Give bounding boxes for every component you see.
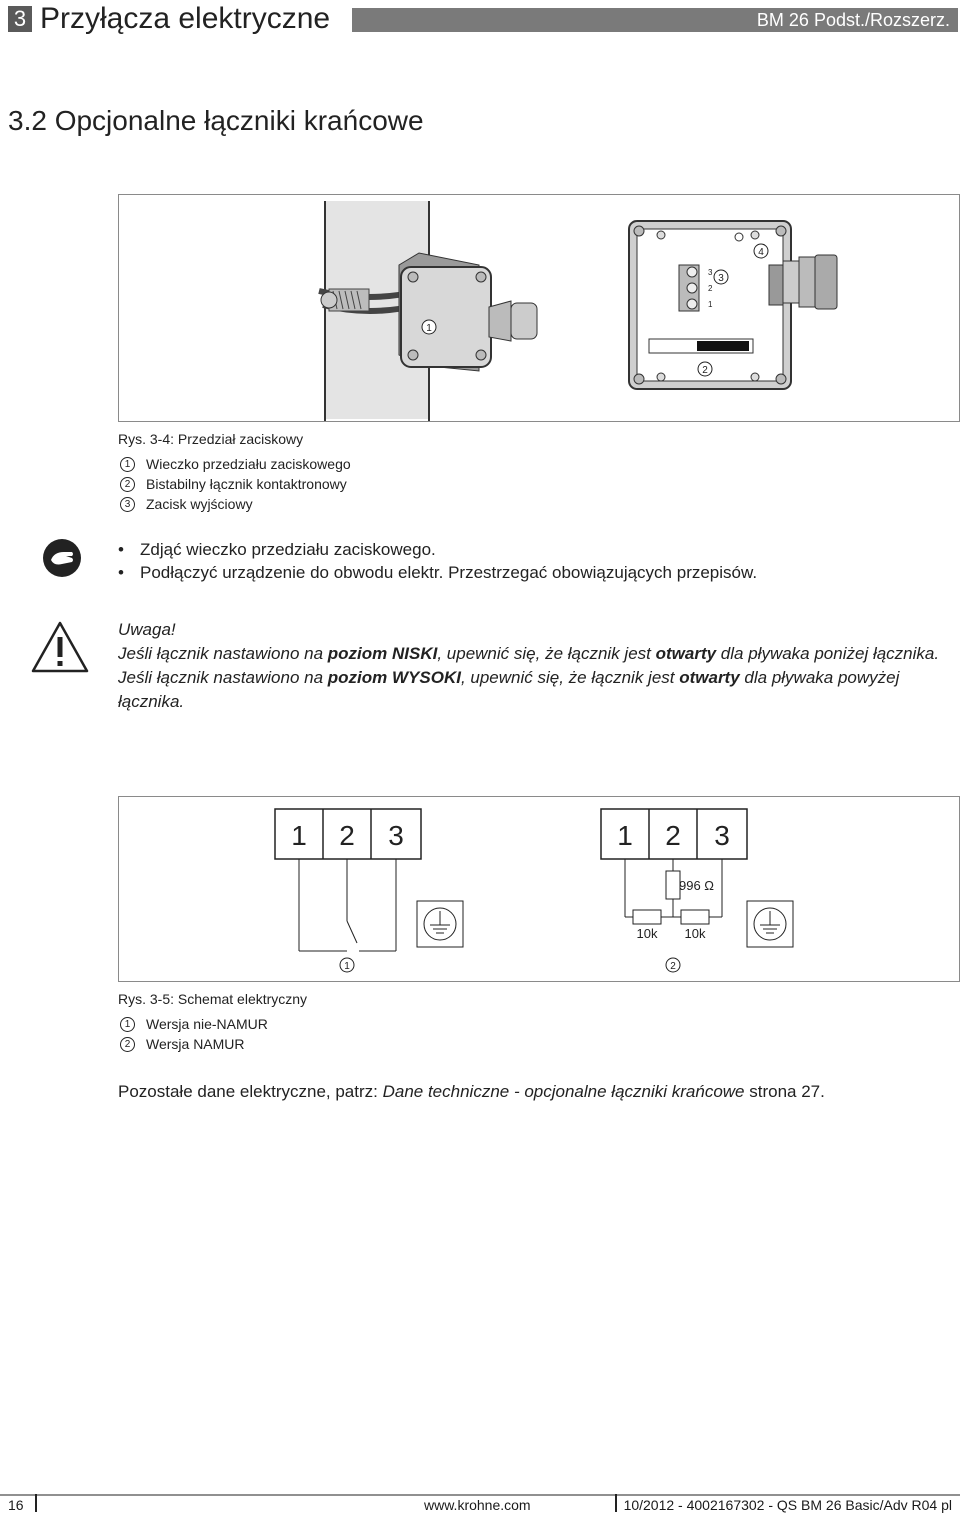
- resistor-10k: [633, 910, 661, 924]
- legend-item: [118, 474, 351, 494]
- legend-item: [118, 494, 351, 514]
- callout-number: 2: [120, 477, 135, 492]
- terminal-label: 1: [617, 820, 633, 851]
- terminal-label: 2: [339, 820, 355, 851]
- hand-icon: [42, 538, 82, 583]
- legend-text: Wersja NAMUR: [146, 1036, 245, 1052]
- svg-text:1: 1: [708, 300, 713, 309]
- instruction-text: Podłączyć urządzenie do obwodu elektr. Przestrzegać obowiązujących przepisów.: [140, 563, 758, 582]
- legend-item: [118, 1014, 268, 1034]
- figure2-caption: Rys. 3-5: Schemat elektryczny: [118, 991, 308, 1007]
- terminal-label: 3: [388, 820, 404, 851]
- page-number: 16: [8, 1497, 24, 1513]
- list-item: • Podłączyć urządzenie do obwodu elektr. Przestrzegać obowiązujących przepisów.: [118, 563, 758, 582]
- figure-wiring-diagram: [118, 796, 960, 982]
- instruction-text: Zdjąć wieczko przedziału zaciskowego.: [140, 540, 436, 559]
- terminal-compartment-illustration: [119, 195, 959, 421]
- callout-number: 3: [120, 497, 135, 512]
- svg-text:3: 3: [708, 268, 713, 277]
- figure2-legend: [118, 1014, 268, 1054]
- callout-number: 2: [120, 1037, 135, 1052]
- warning-title: Uwaga!: [118, 620, 176, 639]
- svg-text:1: 1: [426, 323, 432, 334]
- footer-document-code: 10/2012 - 4002167302 - QS BM 26 Basic/Adv R04 pl: [623, 1497, 952, 1513]
- product-name: BM 26 Podst./Rozszerz.: [756, 10, 950, 30]
- terminal-label: 3: [714, 820, 730, 851]
- callout-number: 1: [120, 457, 135, 472]
- terminal-label: 2: [665, 820, 681, 851]
- resistor-label: 996 Ω: [679, 878, 715, 893]
- chapter-title: Przyłącza elektryczne: [40, 2, 331, 35]
- callout-number: 2: [670, 961, 676, 972]
- wiring-diagram: [119, 797, 959, 981]
- terminal-label: 1: [291, 820, 307, 851]
- reference-text: Pozostałe dane elektryczne, patrz: Dane techniczne - opcjonalne łączniki krańcowe strona 27.: [118, 1082, 825, 1101]
- figure1-caption: Rys. 3-4: Przedział zaciskowy: [118, 431, 304, 447]
- warning-triangle-icon: [30, 620, 90, 679]
- list-item: • Zdjąć wieczko przedziału zaciskowego.: [118, 540, 436, 559]
- resistor-996: [666, 871, 680, 899]
- footer-website[interactable]: www.krohne.com: [424, 1497, 531, 1513]
- legend-text: Wieczko przedziału zaciskowego: [146, 456, 351, 472]
- resistor-label: 10k: [684, 926, 706, 941]
- figure1-legend: [118, 454, 351, 514]
- resistor-10k: [681, 910, 709, 924]
- svg-text:2: 2: [702, 365, 708, 376]
- resistor-label: 10k: [636, 926, 658, 941]
- legend-text: Zacisk wyjściowy: [146, 496, 253, 512]
- warning-text: [118, 618, 948, 714]
- svg-text:2: 2: [708, 284, 713, 293]
- warning-paragraph: Jeśli łącznik nastawiono na poziom NISKI, upewnić się, że łącznik jest otwarty dla pływaka poniżej łącznika.: [118, 644, 940, 663]
- callout-number: 1: [120, 1017, 135, 1032]
- instruction-list: [118, 538, 948, 584]
- warning-paragraph: Jeśli łącznik nastawiono na poziom WYSOKI, upewnić się, że łącznik jest otwarty dla pływaka powyżej łącznika.: [118, 668, 900, 711]
- legend-text: Bistabilny łącznik kontaktronowy: [146, 476, 347, 492]
- chapter-number: 3: [8, 6, 32, 32]
- reference-link[interactable]: Dane techniczne - opcjonalne łączniki krańcowe: [382, 1082, 745, 1101]
- figure-terminal-compartment: [118, 194, 960, 422]
- section-title: 3.2 Opcjonalne łączniki krańcowe: [8, 105, 424, 136]
- legend-item: [118, 1034, 268, 1054]
- callout-number: 1: [344, 961, 350, 972]
- legend-item: [118, 454, 351, 474]
- svg-text:3: 3: [718, 273, 724, 284]
- legend-text: Wersja nie-NAMUR: [146, 1016, 268, 1032]
- svg-text:4: 4: [758, 247, 764, 258]
